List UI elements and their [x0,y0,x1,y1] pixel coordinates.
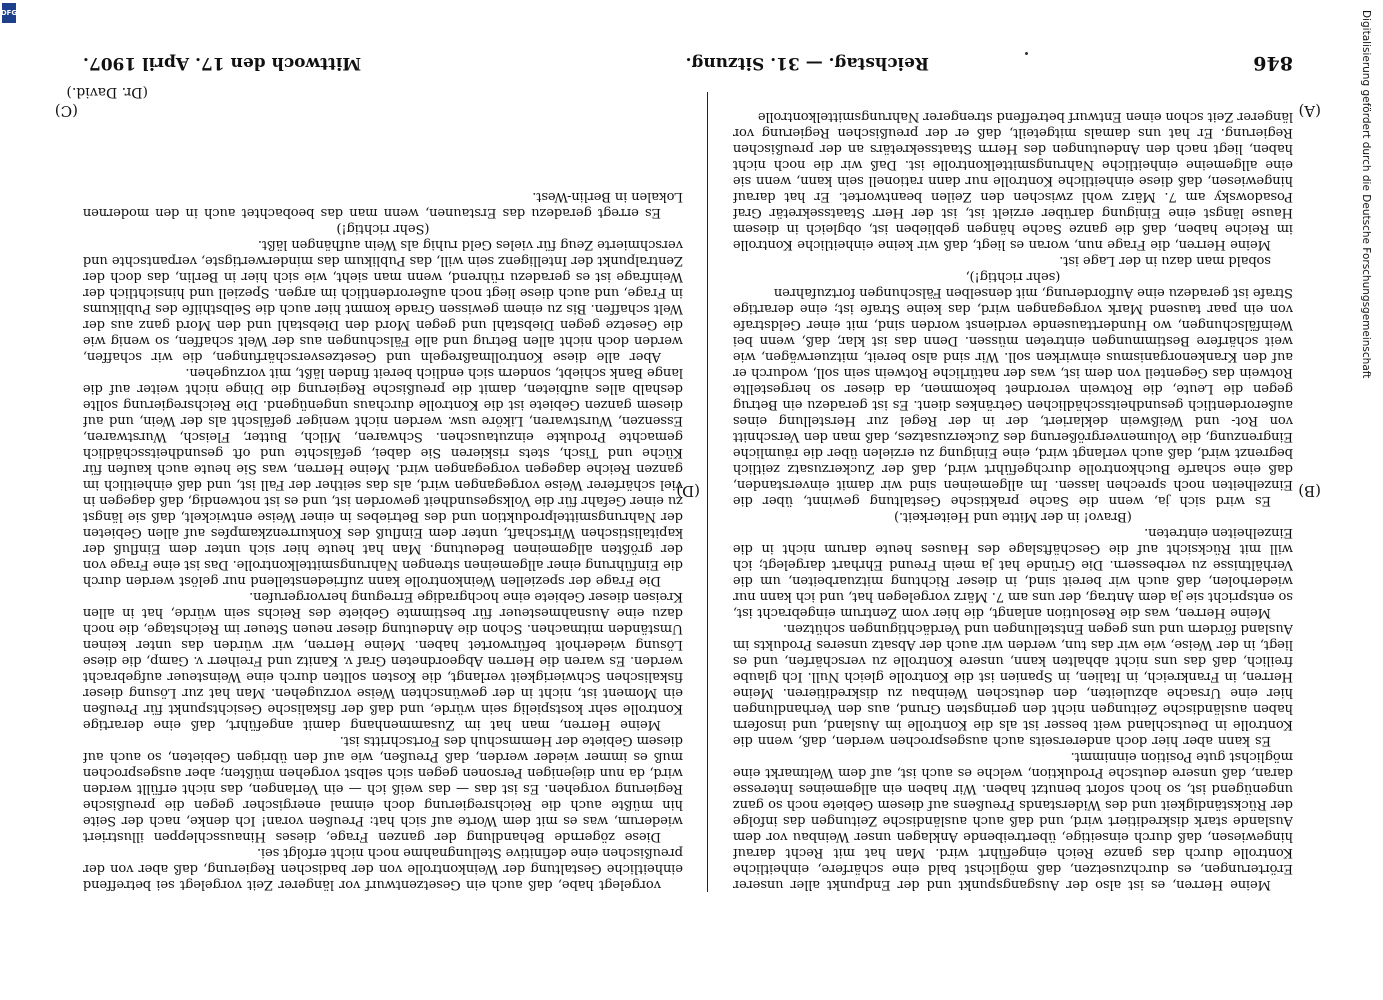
margin-mark-c: (C) [54,102,78,120]
text-column-right [83,92,683,892]
scan-speck [1025,52,1028,55]
dfg-logo: DFG [2,3,16,23]
paragraph: vorgelegt habe, daß auch ein Gesetzentwurf vor längerer Zeit vorgelegt sei betreffend einheitliche Gestaltung der Weinkontrolle von der badischen Regierung, daß aber von der preußischen eine definitive Stellungnahme noch nicht erfolgt sei. [83,845,683,892]
paragraph: Diese zögernde Behandlung der ganzen Frage, dieses Hinausschleppen illustriert wiederum, was es mit dem Worte auf sich hat: Preußen voran! Ich denke, nach der Seite hin müßte auch die Reichsregierung doch einmal energischer gegen die preußische Regierung vorgehen. Es ist das — das weiß ich — ein Verlangen, das nicht erfüllt werden wird, da nun diejenigen Personen gegen sich selbst vorgehen müßten; aber ausgesprochen muß es immer wieder werden, daß Preußen, wie auf den übrigen Gebieten, so auch auf diesem Gebiete der Hemmschuh des Fortschritts ist. [83,733,683,844]
paragraph: (Bravo! in der Mitte und Heiterkeit.) [894,509,1132,524]
paragraph: Meine Herren, was die Resolution anlangt, die hier vom Zentrum eingebracht ist, so entspricht sie ja dem Antrag, der uns am 7. März vorgelegen hat, und ich kann nur wiederholen, daß auch wir bereit sind, in dieser Richtung mitzuarbeiten, um die Verhältnisse zu verbessern. Die Gründe hat ja mein Freund Ehrhart dargelegt; ich will mit Rücksicht auf die Geschäftslage des Hauses heute darum nicht in die Einzelheiten eintreten. [733,525,1293,620]
paragraph: (sehr richtig!), [965,269,1061,284]
text-column-left [733,92,1293,892]
column-divider [707,92,708,892]
header-title: Reichstag. — 31. Sitzung. [685,53,929,73]
margin-mark-a: (A) [1298,102,1321,120]
paragraph: Meine Herren, man hat im Zusammenhang damit angeführt, daß eine derartige Kontrolle sehr kostspielig sein würde, und daß der fiskalische Gesichtspunkt für Preußen ein Moment ist, nicht in der gewünschten Weise vorzugehen. Man hat zur Lösung dieser fiskalischen Schwierigkeit verlangt, die Kosten sollten durch eine Weinsteuer aufgebracht werden. Es waren die Herren Abgeordneten Graf v. Kanitz und Freiherr v. Gamp, die diese Lösung wiederholt befürwortet haben. Meine Herren, wir würden das unter keinen Umständen mitmachen. Schon die Andeutung dieser neuen Steuer im Reichstage, die noch dazu eine Ausnahmesteuer für bestimmte Gebiete des Reichs sein würde, hat in allen Kreisen dieser Gebiete eine hochgradige Erregung hervorgerufen. [83,589,683,732]
page-header [83,49,1293,77]
paragraph: Aber alle diese Kontrollmaßregeln und Gesetzesverschärfungen, die wir schaffen, werden doch nicht allen Betrug und alle Fälschungen aus der Welt schaffen, so wenig wie die Gesetze gegen Diebstahl und gegen Mord den Diebstahl und den Mord ganz aus der Welt schaffen. Bis zu einem gewissen Grade kommt hier auch die Selbsthilfe des Publikums in Frage, und auch diese liegt noch außerordentlich im argen. Speziell und hinsichtlich der Weinfrage ist es geradezu rührend, wenn man sieht, wie sich hier in Berlin, das doch der Zentralpunkt der Intelligenz sein will, das Publikum das minderwertigste, verpantschte und verschmierte Zeug für vieles Geld ruhig als Wein aufhängen läßt. [83,237,683,364]
margin-mark-d: (D) [676,482,700,500]
paragraph: Meine Herren, es ist also der Ausgangspunkt und der Endpunkt aller unserer Erörterungen, es durchzusetzen, daß möglichst bald eine schärfere, einheitliche Kontrolle durch das ganze Reich eingeführt wird. Man hat mit Recht darauf hingewiesen, daß durch einseitige, übertreibende Anklagen unser Weinbau vor dem Auslande stark diskreditiert wird, und daß auch ausländische Zeitungen das infolge der Rückständigkeit und des Widerstands Preußens auf diesem Gebiete noch so ganz ungenügend ist, so hoch sofort benutzt haben. Wir haben ein allgemeines Interesse daran, daß unsere deutsche Produktion, welche es auch ist, auf dem Weltmarkt eine möglichst gute Position einnimmt. [733,749,1293,892]
header-date: Mittwoch den 17. April 1907. [83,53,362,73]
speaker-label: (Dr. David.) [66,84,148,100]
digitization-credit: Digitalisierung gefördert durch die Deutsche Forschungsgemeinschaft [1360,10,1372,379]
margin-mark-b: (B) [1298,482,1321,500]
paragraph: Es erregt geradezu das Erstaunen, wenn man das beobachtet auch in den modernen Lokalen in Berlin-West. [83,189,683,220]
paragraph: (Sehr richtig!) [336,221,430,236]
paragraph: Es wird sich ja, wenn die Sache praktische Gestaltung gewinnt, über die Einzelheiten noch sprechen lassen. Im allgemeinen sind wir damit einverstanden, daß eine scharfe Buchkontrolle durchgeführt wird, daß der Zuckerzusatz zeitlich begrenzt wird, daß auch verlangt wird, eine Einigung zu erzielen über die räumliche Eingrenzung, die Volumenvergrößerung des Zuckerzusatzes, daß man den Verschnitt von Rot- und Weißwein deklariert, der in der Regel zur Herstellung eines außerordentlich gesundheitsschädlichen Getränkes dient. Es ist geradezu ein Betrug gegen die Leute, die Rotwein verordnet bekommen, da dieser so hergestellte Rotwein das Gegenteil von dem ist, was der natürliche Rotwein sein soll, wodurch er auf den Krankenorganismus einwirken soll. Wir sind also bereit, mitzuerwägen, wie weit schärfere Bestimmungen eintreten müssen. Denn das ist klar, daß, wenn bei Weinfälschungen, wo Hunderttausende verdienst worden sind, mit einer Geldstrafe von ein paar tausend Mark vorgegangen wird, das keine Strafe ist; eine derartige Strafe ist geradezu eine Aufforderung, mit denselben Fälschungen fortzufahren [733,285,1293,508]
paragraph: Die Frage der speziellen Weinkontrolle kann zufriedenstellend nur gelöst werden durch die Einführung einer allgemeinen strengen Nahrungsmittelkontrolle. Das ist eine Frage von der größten allgemeinen Bedeutung. Man hat heute hier sich unter dem Einfluß der kapitalistischen Wirtschaft, unter dem Einfluß des Konkurrenzkampfes auf allen Gebieten der Nahrungsmittelproduktion und des Betriebes in einer Weise entwickelt, daß sie längst zu einer Gefahr für die Volksgesundheit geworden ist, und es ist notwendig, daß dagegen in viel schärferer Weise vorgegangen wird, als das seither der Fall ist, und daß einheitlich im ganzen Reiche dagegen vorgegangen wird. Meine Herren, was Sie heute auch kaufen für Küche und Tisch, stets riskieren Sie dabei, gefälschte und oft gesundheitsschädlich gemachte Produkte einzutauschen. Schwaren, Milch, Butter, Fleisch, Wurstwaren, Essenzen, Wurstwaren, Liköre usw. werden nicht weniger gefälscht als der Wein, und auf diesem ganzen Gebiete ist die Kontrolle durchaus ungenügend. Die Reichsregierung sollte deshalb alles aufbieten, damit die preußische Regierung die Dinge nicht weiter auf die lange Bank schiebt, sondern sich endlich bereit finden läßt, mit vorzugehen. [83,365,683,588]
paragraph: Meine Herren, die Frage nun, woran es liegt, daß wir keine einheitliche Kontrolle im Reiche haben, daß die ganze Sache hängen geblieben ist, obgleich in diesem Hause längst eine Einigung darüber erzielt ist, ist der Herr Staatssekretär Graf Posadowsky am 7. März wohl zwischen den Zeilen beantwortet. Er hat darauf hingewiesen, daß diese einheitliche Kontrolle nur dann rationell sein kann, wenn sie eine allgemeine einheitliche Nahrungsmittelkontrolle ist. Daß wir die noch nicht haben, liegt nach den Andeutungen des Herrn Staatssekretärs an der preußischen Regierung. Er hat uns damals mitgeteilt, daß er der preußischen Regierung vor längerer Zeit schon einen Entwurf betreffend strengerer Nahrungsmittelkontrolle [733,109,1293,252]
paragraph: Es kann aber hier doch andererseits auch ausgesprochen werden, daß, wenn die Kontrolle in Deutschland weit besser ist als die Kontrolle im Ausland, und insofern haben ausländische Zeitungen nicht den geringsten Grund, aus den Verhandlungen hier eine Ursache abzuleiten, den deutschen Weinbau zu diskreditieren. Meine Herren, in Frankreich, in Italien, in Spanien ist die Kontrolle gleich Null. Ich glaube freilich, daß das uns nicht abhalten kann, unsere Kontrolle zu verschärfen, und es liegt, in der Weise, wie wir das tun, werden wir auch der Absatz unseres Produkts im Ausland fördern und uns gegen Entstellungen und Verdächtigungen schützen. [733,621,1293,748]
page-number: 846 [1253,52,1293,74]
paragraph: sobald man dazu in der Lage ist. [1059,253,1271,268]
